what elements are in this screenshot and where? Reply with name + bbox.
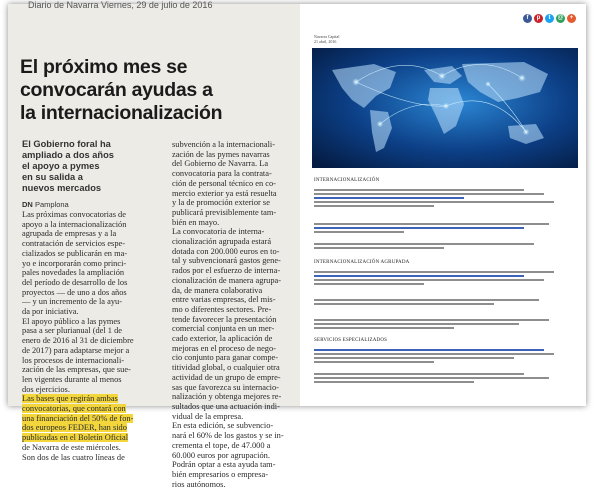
article-text-line (22, 433, 138, 443)
article-text-line: comercial conjunta en un mer- (172, 324, 275, 334)
highlighted-text: dos europeos FEDER, han sido (22, 423, 127, 433)
article-text-line: len vigentes durante al menos (22, 374, 122, 384)
article-column-right (172, 140, 288, 489)
article-text-line: cio conjunto para ganar compe- (172, 353, 279, 363)
subheadline-line: nuevos mercados (22, 183, 102, 193)
byline (22, 200, 69, 209)
social-share-bar (523, 14, 576, 23)
article-text-line: La convocatoria de interna- (172, 227, 265, 237)
article-text-line: — y un incremento de la ayu- (22, 297, 123, 307)
article-text-line: da, de manera colaborativa (172, 285, 263, 295)
article-text-line: y la de promoción exterior se (172, 198, 270, 208)
article-text-line (22, 394, 138, 404)
twitter-icon[interactable]: t (545, 14, 554, 23)
article-text-line: rios autónomos. (172, 479, 226, 489)
article-paragraph (314, 270, 576, 286)
pinterest-icon[interactable]: p (534, 14, 543, 23)
article-text-line: del período de desarrollo de los (22, 277, 128, 287)
article-text-line: convocatoria para la contrata- (172, 169, 272, 179)
article-text-line: nará el 60% de los gastos y se in- (172, 431, 284, 441)
article-text-line: nalización y obtenga mejores re- (172, 392, 282, 402)
article-paragraph (314, 188, 576, 208)
subheadline-line: ampliado a dos años (22, 150, 114, 160)
article-text-line: vidual de la empresa. (172, 411, 244, 421)
article-text-line (22, 404, 138, 414)
facebook-icon[interactable]: f (523, 14, 532, 23)
article-text-line: actividad de un grupo de empre- (172, 372, 281, 382)
article-text-line: sas que favorezca su internacio- (172, 382, 279, 392)
article-text-line: subvención a la internacionali- (172, 140, 276, 149)
text-line (314, 326, 576, 330)
headline-line: la internacionalización (20, 102, 223, 124)
article-text-line: tal y subvencionará gastos gene- (172, 256, 281, 266)
highlighted-text: publicadas en el Boletín Oficial (22, 433, 129, 443)
article-text-line: bién en mayo. (172, 217, 220, 227)
article-paragraph (314, 222, 576, 234)
article-column-left (22, 210, 138, 462)
article-text-line: de Navarra de este miércoles. (22, 442, 121, 452)
byline-agency: DN (22, 200, 33, 209)
section-heading-internacionalizacion: INTERNACIONALIZACIÓN (314, 178, 380, 183)
article-text-line: Podrán optar a esta ayuda tam- (172, 460, 276, 470)
text-line (314, 204, 576, 208)
article-text-line: crementa el tope, de 47.000 a (172, 440, 271, 450)
article-paragraph (314, 348, 576, 364)
article-text-line: pales novedades la ampliación (22, 268, 125, 278)
article-text-line: mo o diferentes sectores. Pre- (172, 304, 272, 314)
text-line (314, 246, 576, 250)
article-text-line: entre varias empresas, del mis- (172, 295, 276, 305)
article-text-line: da por iniciativa. (22, 307, 79, 317)
share-icon[interactable]: + (567, 14, 576, 23)
article-text-line: mejoras en el proceso de nego- (172, 343, 276, 353)
article-text-line: Son dos de las cuatro líneas de (22, 452, 125, 462)
article-text-line: dotada con 200.000 euros en to- (172, 246, 280, 256)
source-name: Navarra Capital (314, 34, 340, 39)
newspaper-clipping (8, 0, 300, 489)
newspaper-masthead: Diario de Navarra Viernes, 29 de julio de 2016 (28, 0, 213, 10)
article-text-line: sultados que una actuación indi- (172, 401, 280, 411)
text-line (314, 380, 576, 384)
byline-place: Pamplona (34, 200, 69, 209)
article-text-line: titividad global, o cualquier otra (172, 363, 280, 373)
screenshot-frame (8, 0, 586, 489)
text-line (314, 302, 576, 306)
article-text-line: contratación de servicios espe- (22, 239, 126, 249)
article-text-line: 60.000 euros por agrupación. (172, 450, 270, 460)
article-paragraph (314, 372, 576, 384)
article-text-line: apoyo a la internacionalización (22, 219, 127, 229)
article-text-line: cionalización de manera agrupa- (172, 275, 282, 285)
headline (20, 56, 300, 125)
article-text-line: los procesos de internacionali- (22, 355, 125, 365)
headline-line: convocarán ayudas a (20, 79, 213, 101)
article-text-line: rados por el esfuerzo de interna- (172, 266, 281, 276)
hero-world-map-image (312, 48, 578, 168)
web-article (304, 4, 586, 406)
article-text-line: de 2017) para adaptarse mejor a (22, 345, 130, 355)
article-paragraph (314, 242, 576, 250)
article-text-line: En esta edición, se subvencio- (172, 421, 274, 431)
text-line (314, 360, 576, 364)
subheadline-line: en su salida a (22, 172, 83, 182)
article-text-line: dos ejercicios. (22, 384, 70, 394)
subheadline-line: el apoyo a pymes (22, 161, 100, 171)
subheadline-line: El Gobierno foral ha (22, 139, 111, 149)
highlighted-text: una financiación del 50% de fon- (22, 413, 134, 423)
article-text-line: cializados se publicarán en ma- (22, 248, 128, 258)
article-meta (314, 34, 339, 44)
article-text-line: El apoyo público a las pymes (22, 316, 121, 326)
article-text-line: cado exterior, la aplicación de (172, 334, 273, 344)
article-text-line: pasa a ser plurianual (del 1 de (22, 326, 122, 336)
article-paragraph (314, 318, 576, 330)
article-text-line: enero de 2016 al 31 de diciembre (22, 336, 134, 346)
article-text-line: publicará previsiblemente tam- (172, 207, 277, 217)
article-text-line: mercio exterior ya está resuelta (172, 188, 277, 198)
text-line (314, 230, 576, 234)
article-paragraph (314, 298, 576, 306)
text-line (314, 282, 576, 286)
article-text-line: zación de las empresas, que sue- (22, 365, 131, 375)
highlighted-text: convocatorias, que contará con (22, 404, 126, 414)
article-text-line: Las próximas convocatorias de (22, 210, 126, 219)
article-text-line: cionalización agrupada estará (172, 237, 272, 247)
article-text-line: del Gobierno de Navarra. La (172, 159, 269, 169)
highlighted-text: Las bases que regirán ambas (22, 394, 118, 404)
email-icon[interactable]: @ (557, 15, 564, 21)
article-text-line: ción de personal técnico en co- (172, 178, 276, 188)
headline-line: El próximo mes se (20, 56, 188, 78)
article-text-line (22, 423, 138, 433)
article-text-line: proyectos — de uno a dos años (22, 287, 127, 297)
article-text-line: bién empresarios o empresa- (172, 469, 269, 479)
article-text-line: agrupada de empresas y a la (22, 229, 117, 239)
subheadline (22, 139, 142, 194)
section-heading-agrupada: INTERNACIONALIZACIÓN AGRUPADA (314, 260, 410, 265)
article-text-line: yo e incorporarán como princi- (22, 258, 127, 268)
publish-date: 21 abril, 2016 (314, 39, 337, 44)
article-text-line: zación de las pymes navarras (172, 149, 270, 159)
article-text-line (22, 414, 138, 424)
section-heading-servicios: SERVICIOS ESPECIALIZADOS (314, 338, 388, 343)
article-text-line: tende favorecer la presentación (172, 314, 277, 324)
